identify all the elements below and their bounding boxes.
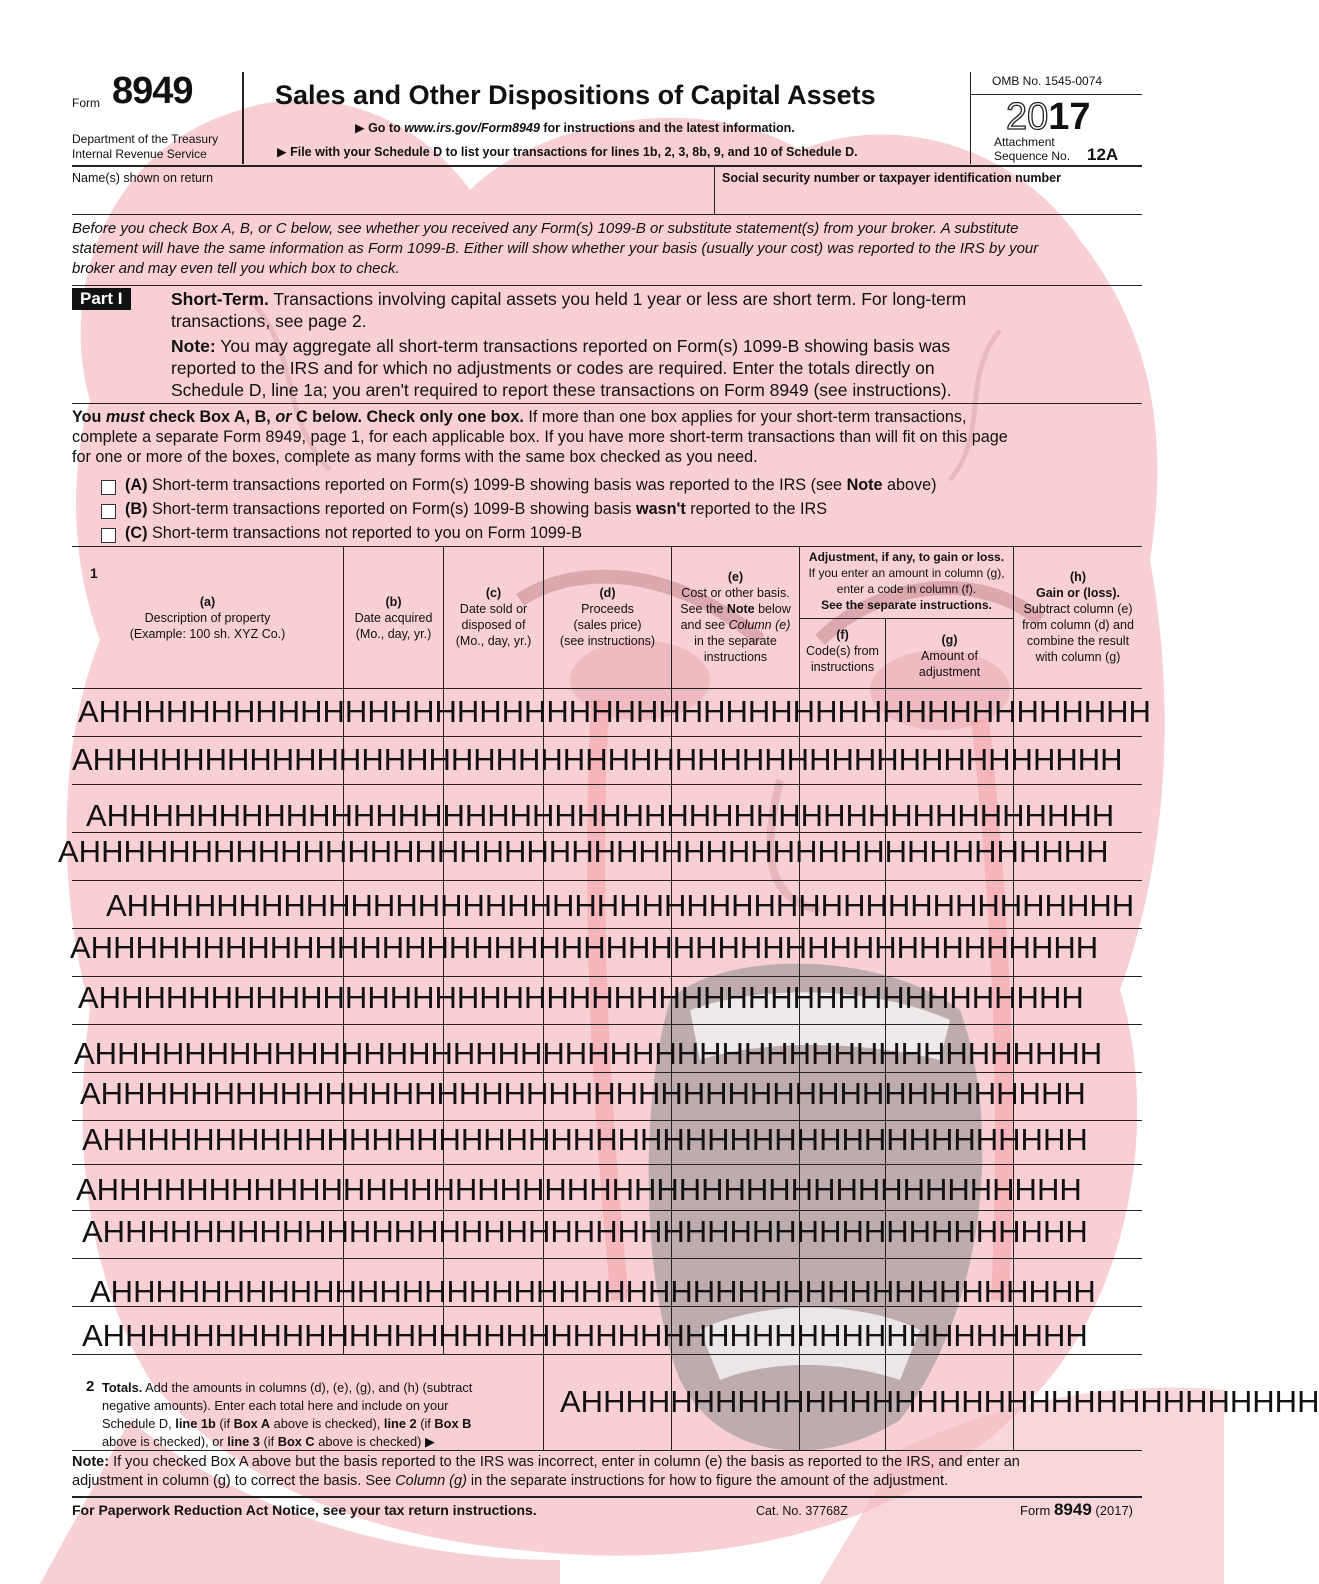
col-c-header: (c) Date sold or disposed of (Mo., day, yr.) [455,586,532,648]
totals-row[interactable]: AHHHHHHHHHHHHHHHHHHHHHHHHHHHHHHHHH [560,1384,1319,1419]
table-row-2[interactable]: AHHHHHHHHHHHHHHHHHHHHHHHHHHHHHHHHHHHHHHHHHHHHHH [72,742,1123,777]
form-number: 8949 [112,70,193,112]
checkbox-a-label: (A) Short-term transactions reported on Form(s) 1099-B showing basis was reported to the IRS (see Note above) [125,476,937,494]
checkbox-c-label: (C) Short-term transactions not reported to you on Form 1099-B [125,524,583,542]
table-row-5[interactable]: AHHHHHHHHHHHHHHHHHHHHHHHHHHHHHHHHHHHHHHHHHHHHH [106,888,1135,923]
table-row-14[interactable]: AHHHHHHHHHHHHHHHHHHHHHHHHHHHHHHHHHHHHHHHHHHHH [82,1318,1088,1353]
intro-paragraph: Before you check Box A, B, or C below, see whether you received any Form(s) 1099-B or substitute statement(s) from your broker. A substitute statement will have the same information as Form 1099-B. Either will show whether your basis (usually your cost) was reported to the IRS by your broker and may even tell you which box to check. [72,220,1039,277]
table-row-11[interactable]: AHHHHHHHHHHHHHHHHHHHHHHHHHHHHHHHHHHHHHHHHHHHH [76,1172,1082,1207]
table-row-4[interactable]: AHHHHHHHHHHHHHHHHHHHHHHHHHHHHHHHHHHHHHHHHHHHHHH [58,834,1109,869]
checkbox-c[interactable] [101,528,116,543]
table-row-7[interactable]: AHHHHHHHHHHHHHHHHHHHHHHHHHHHHHHHHHHHHHHHHHHHH [78,980,1084,1015]
col-g-header: (g) Amount of adjustment [918,633,981,679]
table-row-12[interactable]: AHHHHHHHHHHHHHHHHHHHHHHHHHHHHHHHHHHHHHHHHHHHH [82,1214,1088,1249]
col-d-header: (d) Proceeds (sales price) (see instructions) [559,586,656,648]
department-line1: Department of the Treasury [72,132,219,146]
footer-form-id: Form 8949 (2017) [1020,1500,1133,1519]
totals-line-number: 2 [86,1378,95,1395]
attachment-label: Attachment [994,135,1055,149]
department-line2: Internal Revenue Service [72,147,207,161]
part1-note: Note: You may aggregate all short-term transactions reported on Form(s) 1099-B showing basis was reported to the IRS and for which no adjustments or codes are required. Enter the totals directly on Schedule D, line 1a; you aren't required to report these transactions on Form 8949 (see instructions). [171,336,952,400]
form-title: Sales and Other Dispositions of Capital Assets [275,80,876,110]
ssn-label: Social security number or taxpayer identification number [722,171,1061,185]
sequence-number: 12A [1087,145,1119,164]
line-1-number: 1 [90,565,98,581]
checkbox-b-label: (B) Short-term transactions reported on Form(s) 1099-B showing basis wasn't reported to the IRS [125,500,828,518]
department [72,132,218,162]
table-row-3[interactable]: AHHHHHHHHHHHHHHHHHHHHHHHHHHHHHHHHHHHHHHHHHHHHH [86,798,1115,833]
footer-paperwork-notice: For Paperwork Reduction Act Notice, see your tax return instructions. [72,1502,537,1518]
col-h-header: (h) Gain or (loss). Subtract column (e) from column (d) and combine the result with column (g) [1022,570,1134,664]
col-b-header: (b) Date acquired (Mo., day, yr.) [354,595,433,641]
sequence-label: Sequence No. [994,149,1071,163]
ssn-input[interactable] [720,188,1140,212]
omb-number: OMB No. 1545-0074 [992,74,1103,88]
name-input[interactable] [74,188,708,212]
check-instructions: You must check Box A, B, or C below. Check only one box. If more than one box applies for your short-term transactions, complete a separate Form 8949, page 1, for each applicable box. If you have more short-term transactions than will fit on this page for one or more of the boxes, complete as many forms with the same box checked as you need. [72,408,1008,466]
bottom-note: Note: If you checked Box A above but the basis reported to the IRS was incorrect, enter in column (e) the basis as reported to the IRS, and enter an adjustment in column (g) to correct the basis. See Column (g) in the separate instructions for how to figure the amount of the adjustment. [72,1454,1020,1489]
instruction-line2: ▶ File with your Schedule D to list your transactions for lines 1b, 2, 3, 8b, 9, and 10 of Schedule D. [277,145,858,159]
col-a-header: (a) Description of property (Example: 100 sh. XYZ Co.) [129,595,286,641]
footer-cat-number: Cat. No. 37768Z [756,1504,848,1518]
checkbox-a[interactable] [101,480,116,495]
table-row-9[interactable]: AHHHHHHHHHHHHHHHHHHHHHHHHHHHHHHHHHHHHHHHHHHHH [80,1076,1086,1111]
checkbox-b[interactable] [101,504,116,519]
table-row-1[interactable]: AHHHHHHHHHHHHHHHHHHHHHHHHHHHHHHHHHHHHHHHHHHHHHHH [78,694,1151,729]
table-row-6[interactable]: AHHHHHHHHHHHHHHHHHHHHHHHHHHHHHHHHHHHHHHHHHHHHH [70,930,1099,965]
part1-heading: Short-Term. Transactions involving capital assets you held 1 year or less are short term. For long-term transactions, see page 2. [171,289,967,331]
instruction-line1: ▶ Go to www.irs.gov/Form8949 for instructions and the latest information. [355,121,795,135]
table-row-10[interactable]: AHHHHHHHHHHHHHHHHHHHHHHHHHHHHHHHHHHHHHHHHHHHH [82,1122,1088,1157]
table-row-13[interactable]: AHHHHHHHHHHHHHHHHHHHHHHHHHHHHHHHHHHHHHHHHHHHH [90,1274,1096,1309]
col-e-header: (e) Cost or other basis. See the Note below and see Column (e) in the separate instructions [680,570,791,664]
adjustment-header: Adjustment, if any, to gain or loss. If you enter an amount in column (g), enter a code in column (f). See the separate instructions. [808,550,1005,612]
form-word: Form [72,96,100,110]
name-label: Name(s) shown on return [72,171,214,185]
tax-year: 2017 [1006,96,1091,138]
table-row-8[interactable]: AHHHHHHHHHHHHHHHHHHHHHHHHHHHHHHHHHHHHHHHHHHHHH [74,1036,1103,1071]
col-f-header: (f) Code(s) from instructions [806,628,879,674]
totals-description: Totals. Add the amounts in columns (d), (e), (g), and (h) (subtract negative amounts). Enter each total here and include on your Schedule D, line 1b (if Box A above is checked), line 2 (if Box B above is checked), or line 3 (if Box C above is checked) ▶ [102,1380,473,1449]
part-badge: Part I [72,288,131,310]
